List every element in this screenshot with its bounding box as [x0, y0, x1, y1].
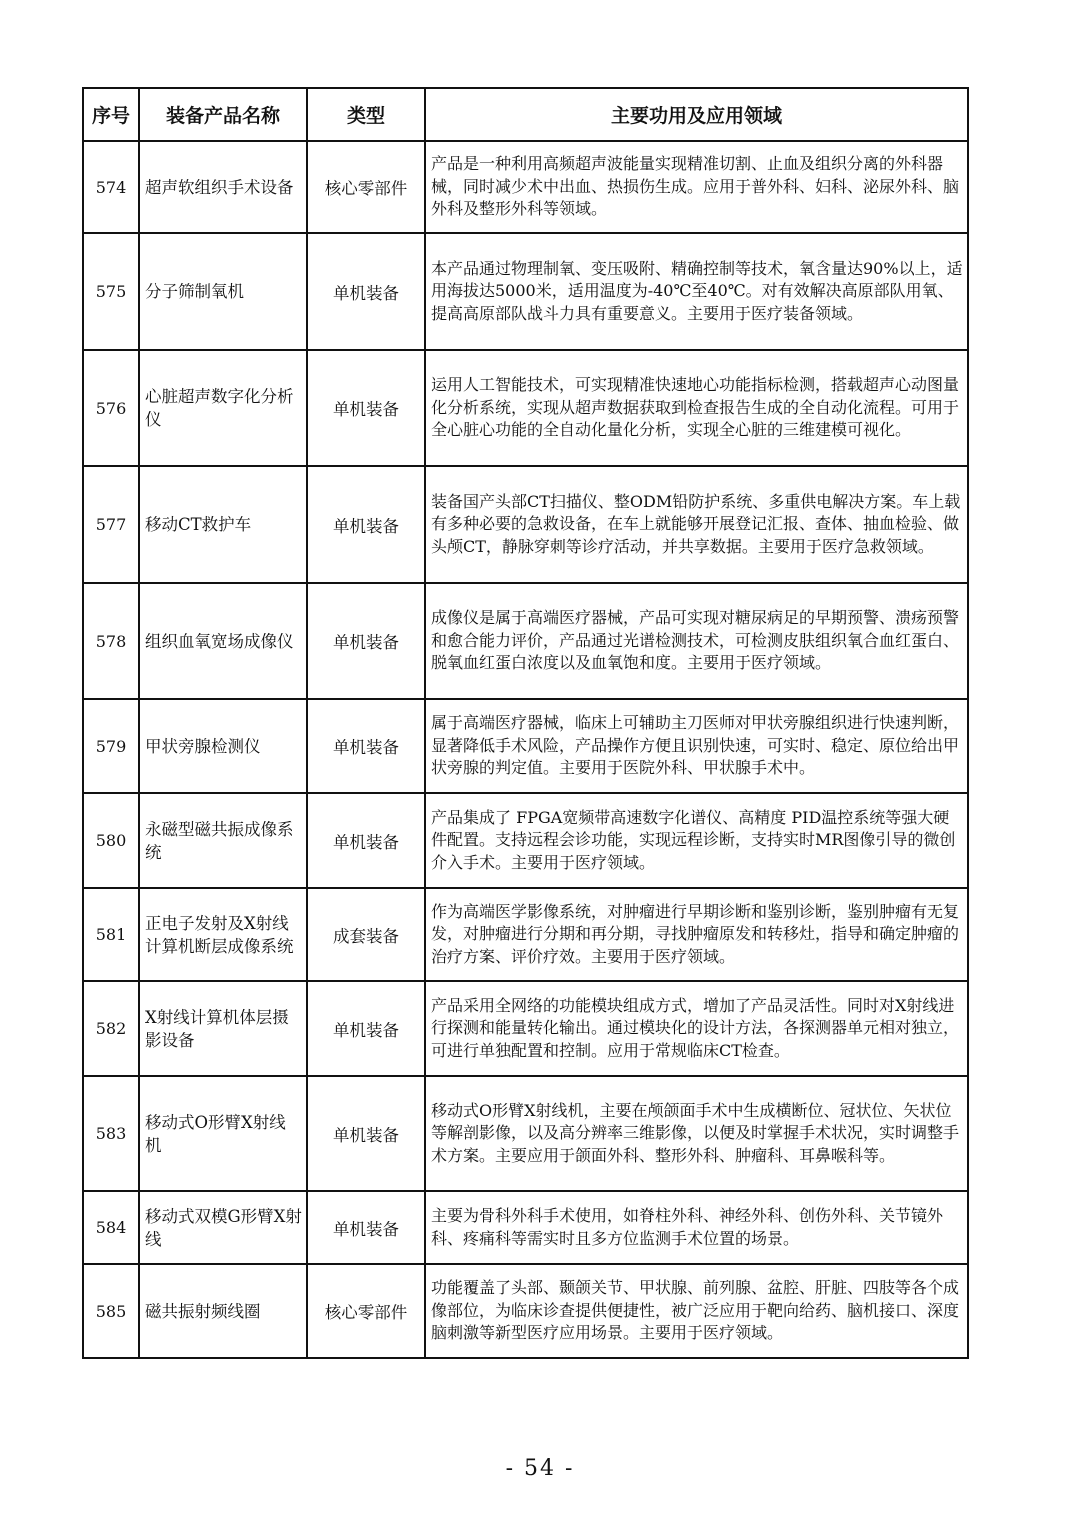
row-name: 磁共振射频线圈 [139, 1264, 307, 1358]
row-name: 心脏超声数字化分析仪 [139, 350, 307, 466]
row-type: 单机装备 [307, 1076, 425, 1191]
row-desc: 产品是一种利用高频超声波能量实现精准切割、止血及组织分离的外科器械，同时减少术中出血、热损伤生成。应用于普外科、妇科、泌尿外科、脑外科及整形外科等领域。 [425, 141, 968, 233]
row-desc: 产品集成了 FPGA宽频带高速数字化谱仪、高精度 PID温控系统等强大硬件配置。支持远程会诊功能，实现远程诊断，支持实时MR图像引导的微创介入手术。主要用于医疗领域。 [425, 793, 968, 888]
table-row [83, 888, 968, 981]
row-name: 甲状旁腺检测仪 [139, 699, 307, 793]
table-row [83, 1191, 968, 1264]
row-type: 核心零部件 [307, 141, 425, 233]
row-name: 分子筛制氧机 [139, 233, 307, 350]
row-type: 成套装备 [307, 888, 425, 981]
row-no: 581 [83, 888, 139, 981]
row-no: 575 [83, 233, 139, 350]
table-header [83, 88, 968, 141]
row-no: 585 [83, 1264, 139, 1358]
header-row [83, 88, 968, 141]
header-type: 类型 [307, 88, 425, 141]
header-desc: 主要功用及应用领域 [425, 88, 968, 141]
row-name: X射线计算机体层摄影设备 [139, 981, 307, 1076]
row-type: 单机装备 [307, 233, 425, 350]
row-desc: 功能覆盖了头部、颞颌关节、甲状腺、前列腺、盆腔、肝脏、四肢等各个成像部位，为临床诊查提供便捷性，被广泛应用于靶向给药、脑机接口、深度脑刺激等新型医疗应用场景。主要用于医疗领域。 [425, 1264, 968, 1358]
row-name: 移动CT救护车 [139, 466, 307, 583]
row-type: 单机装备 [307, 793, 425, 888]
table-body [83, 141, 968, 1358]
row-no: 582 [83, 981, 139, 1076]
row-no: 583 [83, 1076, 139, 1191]
row-no: 584 [83, 1191, 139, 1264]
table-row [83, 1264, 968, 1358]
row-name: 移动式双模G形臂X射线 [139, 1191, 307, 1264]
row-name: 超声软组织手术设备 [139, 141, 307, 233]
row-type: 单机装备 [307, 1191, 425, 1264]
row-name: 永磁型磁共振成像系统 [139, 793, 307, 888]
row-desc: 本产品通过物理制氧、变压吸附、精确控制等技术，氧含量达90%以上，适用海拔达5000米，适用温度为-40℃至40℃。对有效解决高原部队用氧、提高高原部队战斗力具有重要意义。主要用于医疗装备领域。 [425, 233, 968, 350]
table-row [83, 466, 968, 583]
table-row [83, 981, 968, 1076]
header-name: 装备产品名称 [139, 88, 307, 141]
row-desc: 成像仪是属于高端医疗器械，产品可实现对糖尿病足的早期预警、溃疡预警和愈合能力评价，产品通过光谱检测技术，可检测皮肤组织氧合血红蛋白、脱氧血红蛋白浓度以及血氧饱和度。主要用于医疗领域。 [425, 583, 968, 699]
row-desc: 作为高端医学影像系统，对肿瘤进行早期诊断和鉴别诊断，鉴别肿瘤有无复发，对肿瘤进行分期和再分期，寻找肿瘤原发和转移灶，指导和确定肿瘤的治疗方案、评价疗效。主要用于医疗领域。 [425, 888, 968, 981]
row-no: 576 [83, 350, 139, 466]
row-desc: 装备国产头部CT扫描仪、整ODM铅防护系统、多重供电解决方案。车上载有多种必要的急救设备，在车上就能够开展登记汇报、查体、抽血检验、做头颅CT，静脉穿刺等诊疗活动，并共享数据。主要用于医疗急救领域。 [425, 466, 968, 583]
row-no: 580 [83, 793, 139, 888]
row-type: 单机装备 [307, 583, 425, 699]
table-row [83, 141, 968, 233]
row-name: 移动式O形臂X射线机 [139, 1076, 307, 1191]
table-row [83, 793, 968, 888]
table-row [83, 699, 968, 793]
row-type: 核心零部件 [307, 1264, 425, 1358]
row-no: 574 [83, 141, 139, 233]
row-name: 正电子发射及X射线计算机断层成像系统 [139, 888, 307, 981]
row-desc: 主要为骨科外科手术使用，如脊柱外科、神经外科、创伤外科、关节镜外科、疼痛科等需实时且多方位监测手术位置的场景。 [425, 1191, 968, 1264]
row-no: 578 [83, 583, 139, 699]
row-type: 单机装备 [307, 466, 425, 583]
table-row [83, 233, 968, 350]
row-desc: 运用人工智能技术，可实现精准快速地心功能指标检测，搭载超声心动图量化分析系统，实现从超声数据获取到检查报告生成的全自动化流程。可用于全心脏心功能的全自动化量化分析，实现全心脏的三维建模可视化。 [425, 350, 968, 466]
row-type: 单机装备 [307, 981, 425, 1076]
row-name: 组织血氧宽场成像仪 [139, 583, 307, 699]
equipment-table [82, 87, 969, 1359]
page-number: - 54 - [505, 1456, 575, 1481]
table-row [83, 583, 968, 699]
row-desc: 属于高端医疗器械，临床上可辅助主刀医师对甲状旁腺组织进行快速判断，显著降低手术风险，产品操作方便且识别快速，可实时、稳定、原位给出甲状旁腺的判定值。主要用于医院外科、甲状腺手术中。 [425, 699, 968, 793]
row-no: 579 [83, 699, 139, 793]
row-type: 单机装备 [307, 350, 425, 466]
row-no: 577 [83, 466, 139, 583]
row-desc: 移动式O形臂X射线机，主要在颅颌面手术中生成横断位、冠状位、矢状位等解剖影像，以及高分辨率三维影像，以便及时掌握手术状况，实时调整手术方案。主要应用于颌面外科、整形外科、肿瘤科、耳鼻喉科等。 [425, 1076, 968, 1191]
header-no: 序号 [83, 88, 139, 141]
row-type: 单机装备 [307, 699, 425, 793]
table-row [83, 1076, 968, 1191]
row-desc: 产品采用全网络的功能模块组成方式，增加了产品灵活性。同时对X射线进行探测和能量转化输出。通过模块化的设计方法，各探测器单元相对独立，可进行单独配置和控制。应用于常规临床CT检查。 [425, 981, 968, 1076]
table-row [83, 350, 968, 466]
